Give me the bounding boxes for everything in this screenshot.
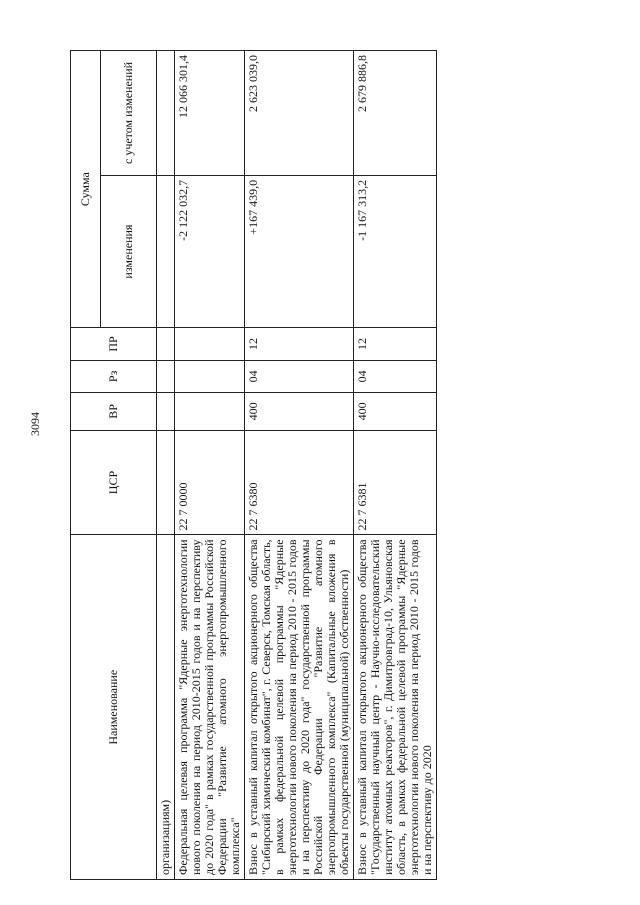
row-rz: 04 <box>354 360 437 392</box>
row-rz <box>157 360 175 392</box>
header-pr: ПР <box>71 328 157 360</box>
header-change: изменения <box>101 175 157 327</box>
row-csr: 22 7 0000 <box>175 430 245 535</box>
row-total: 12 066 301,4 <box>175 51 245 176</box>
row-vr <box>157 393 175 430</box>
row-name: Взнос в уставный капитал открытого акционерного общества "Сибирский химический комбинат", г. Северск, Томская область, в рамках федеральной целевой программы "Ядерные энерготехнологии нового поколения на период 2010 - 2015 годов и на перспективу до 2020 года" государственной программы Российской Федерации "Развитие атомного энергопромышленного комплекса" (Капитальные вложения в объекты государственной (муниципальной) собственности) <box>245 535 354 880</box>
table-header <box>71 51 157 880</box>
row-vr <box>175 393 245 430</box>
row-total <box>157 51 175 176</box>
row-name: организациям) <box>157 535 175 880</box>
row-pr <box>175 328 245 360</box>
row-pr <box>157 328 175 360</box>
table-row <box>354 51 437 880</box>
row-vr: 400 <box>245 393 354 430</box>
row-total: 2 679 886,8 <box>354 51 437 176</box>
header-rz: Рз <box>71 360 157 392</box>
row-pr: 12 <box>245 328 354 360</box>
header-sum: Сумма <box>71 51 101 328</box>
row-change: -1 167 313,2 <box>354 175 437 327</box>
budget-table <box>70 50 437 880</box>
table-body <box>157 51 437 880</box>
row-rz: 04 <box>245 360 354 392</box>
row-vr: 400 <box>354 393 437 430</box>
row-name: Взнос в уставный капитал открытого акционерного общества "Государственный научный центр - Научно-исследовательский институт атомных реакторов", г. Димитровград-10, Ульяновская область, в рамках федеральной целевой программы "Ядерные энерготехнологии нового поколения на период 2010 - 2015 годов и на перспективу до 2020 <box>354 535 437 880</box>
row-pr: 12 <box>354 328 437 360</box>
row-csr: 22 7 6380 <box>245 430 354 535</box>
row-csr: 22 7 6381 <box>354 430 437 535</box>
budget-table-container <box>70 50 550 880</box>
row-total: 2 623 039,0 <box>245 51 354 176</box>
table-row <box>157 51 175 880</box>
table-row <box>245 51 354 880</box>
row-rz <box>175 360 245 392</box>
row-name: Федеральная целевая программа "Ядерные энерготехнологии нового поколения на период 2010-2015 годов и на перспективу до 2020 года" в рамках государственной программы Российской Федерации "Развитие атомного энергопромышленного комплекса" <box>175 535 245 880</box>
header-name: Наименование <box>71 535 157 880</box>
row-change <box>157 175 175 327</box>
row-csr <box>157 430 175 535</box>
row-change: -2 122 032,7 <box>175 175 245 327</box>
table-row <box>175 51 245 880</box>
row-change: +167 439,0 <box>245 175 354 327</box>
header-vr: ВР <box>71 393 157 430</box>
header-csr: ЦСР <box>71 430 157 535</box>
header-with-change: с учетом изменений <box>101 51 157 176</box>
page-number: 3094 <box>28 412 42 436</box>
